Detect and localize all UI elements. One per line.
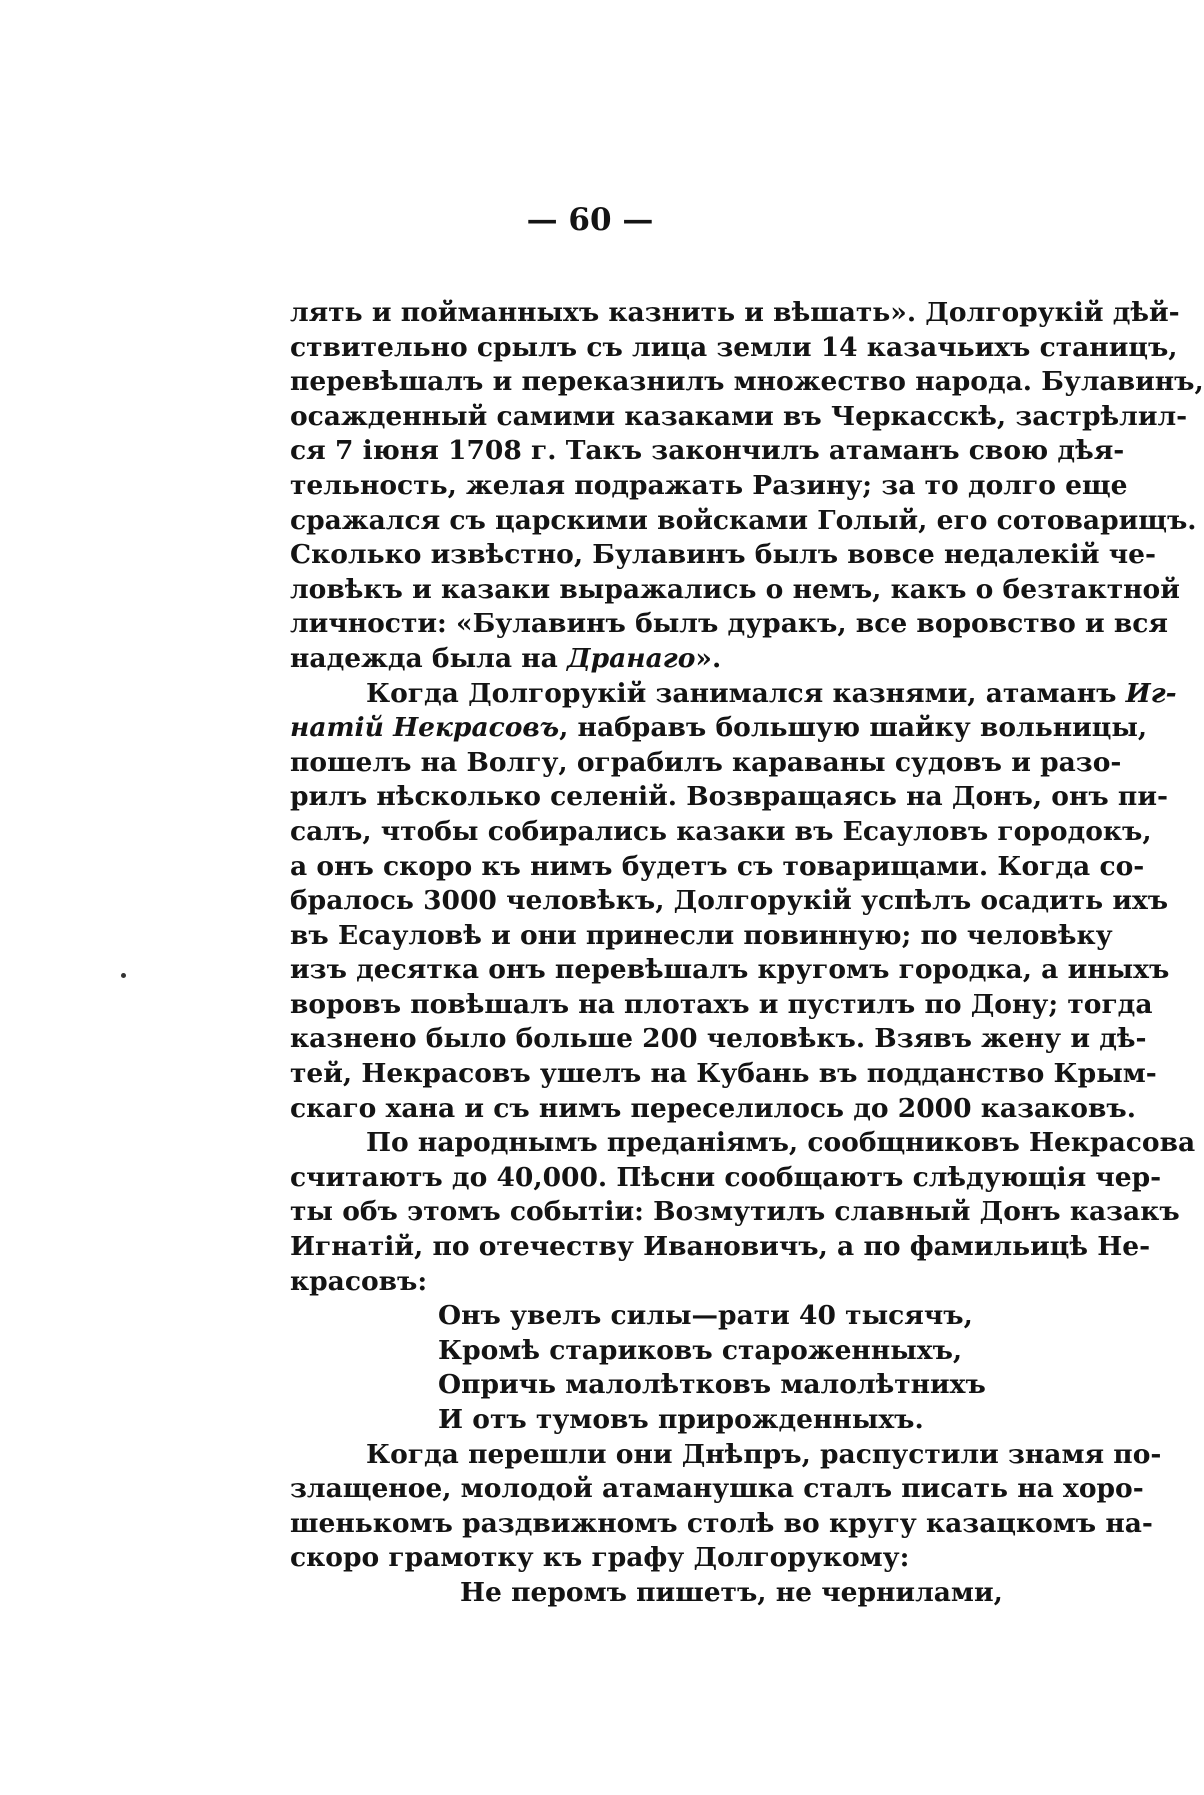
print-speck — [121, 973, 126, 978]
text-line: личности: «Булавинъ былъ дуракъ, все воровство и вся — [290, 608, 1169, 640]
text-line: тельность, желая подражать Разину; за то долго еще — [290, 469, 1128, 501]
text-line: красовъ: — [290, 1265, 428, 1297]
text-line: шенькомъ раздвижномъ столѣ во кругу казацкомъ на- — [290, 1507, 1153, 1539]
italic-name: натій Некрасовъ — [290, 712, 560, 744]
verse-line: Кромѣ стариковъ староженныхъ, — [438, 1334, 963, 1366]
paragraph-start-line: Когда перешли они Днѣпръ, распустили знамя по- — [366, 1438, 1162, 1470]
text-line: ствительно срылъ съ лица земли 14 казачьихъ станицъ, — [290, 331, 1178, 363]
text-line: ты объ этомъ событіи: Возмутилъ славный Донъ казакъ — [290, 1196, 1180, 1228]
text-run: Когда Долгорукій занимался казнями, атаманъ — [366, 677, 1126, 709]
text-run: , набравъ большую шайку вольницы, — [559, 712, 1148, 744]
text-line: лять и пойманныхъ казнить и вѣшать». Долгорукій дѣй- — [290, 297, 1180, 328]
text-line: ся 7 іюня 1708 г. Такъ закончилъ атаманъ свою дѣя- — [290, 435, 1125, 467]
text-line: скаго хана и съ нимъ переселилось до 2000 казаковъ. — [290, 1092, 1136, 1124]
text-line: считаютъ до 40,000. Пѣсни сообщаютъ слѣдующія чер- — [290, 1161, 1162, 1193]
italic-name: Дранаго — [567, 642, 696, 674]
text-line: въ Есауловѣ и они принесли повинную; по человѣку — [290, 919, 1113, 951]
text-line: перевѣшалъ и переказнилъ множество народа. Булавинъ, — [290, 366, 1204, 398]
text-line: казнено было больше 200 человѣкъ. Взявъ жену и дѣ- — [290, 1023, 1147, 1055]
page-number: — 60 — — [526, 202, 654, 238]
text-line: ловѣкъ и казаки выражались о немъ, какъ о безтактной — [290, 573, 1180, 605]
text-line: сражался съ царскими войсками Голый, его сотоварищъ. — [290, 504, 1197, 536]
text-line: осажденный самими казаками въ Черкасскѣ, застрѣлил- — [290, 400, 1188, 432]
text-line: злащеное, молодой атаманушка сталъ писать на хоро- — [290, 1473, 1144, 1505]
text-line: Сколько извѣстно, Булавинъ былъ вовсе недалекій че- — [290, 539, 1156, 571]
text-line: изъ десятка онъ перевѣшалъ кругомъ городка, а иныхъ — [290, 954, 1170, 986]
verse-line: Онъ увелъ силы—рати 40 тысячъ, — [438, 1300, 973, 1332]
text-line: а онъ скоро къ нимъ будетъ съ товарищами. Когда со- — [290, 850, 1145, 882]
text-line: тей, Некрасовъ ушелъ на Кубань въ подданство Крым- — [290, 1058, 1157, 1090]
text-line: пошелъ на Волгу, ограбилъ караваны судовъ и разо- — [290, 746, 1122, 778]
text-run: ». — [695, 642, 722, 674]
verse-line: Опричь малолѣтковъ малолѣтнихъ — [438, 1369, 986, 1401]
text-run: надежда была на — [290, 642, 568, 674]
page-body — [290, 296, 1204, 1611]
text-line — [290, 642, 1080, 677]
paragraph-start-line — [290, 677, 1177, 712]
text-line: бралось 3000 человѣкъ, Долгорукій успѣлъ осадить ихъ — [290, 885, 1169, 917]
verse-line: Не перомъ пишетъ, не чернилами, — [460, 1576, 1003, 1608]
verse-line: И отъ тумовъ прирожденныхъ. — [438, 1404, 924, 1435]
text-line: воровъ повѣшалъ на плотахъ и пустилъ по Дону; тогда — [290, 988, 1153, 1020]
text-line: скоро грамотку къ графу Долгорукому: — [290, 1542, 910, 1574]
italic-name: Иг- — [1125, 677, 1177, 709]
text-line: рилъ нѣсколько селеній. Возвращаясь на Донъ, онъ пи- — [290, 781, 1168, 813]
paragraph-start-line: По народнымъ преданіямъ, сообщниковъ Некрасова — [366, 1127, 1196, 1159]
text-line — [290, 711, 1148, 746]
text-line: салъ, чтобы собирались казаки въ Есауловъ городокъ, — [290, 815, 1152, 847]
text-line: Игнатій, по отечеству Ивановичъ, а по фамильицѣ Не- — [290, 1231, 1151, 1263]
